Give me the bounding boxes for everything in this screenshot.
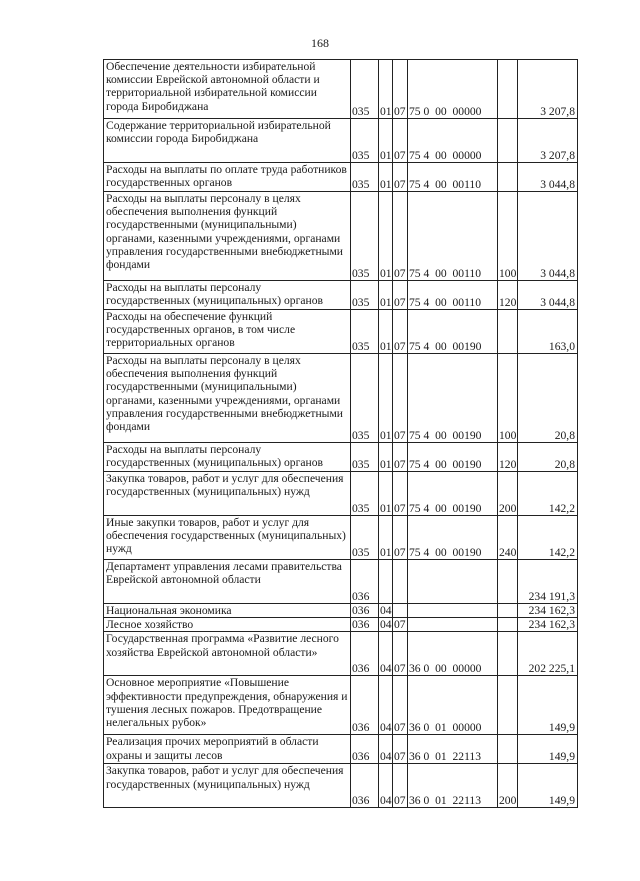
row-name: Государственная программа «Развитие лесного хозяйства Еврейской автономной области» xyxy=(104,632,351,676)
row-amount: 142,2 xyxy=(518,516,578,560)
row-subsection-code: 07 xyxy=(393,735,408,764)
table-row xyxy=(104,310,578,354)
row-name: Департамент управления лесами правительства Еврейской автономной области xyxy=(104,560,351,604)
row-name: Содержание территориальной избирательной комиссии города Биробиджана xyxy=(104,119,351,163)
row-expense-type-code xyxy=(498,604,518,618)
row-ministry-code: 035 xyxy=(351,472,379,516)
row-section-code: 01 xyxy=(379,163,393,192)
row-name: Иные закупки товаров, работ и услуг для обеспечения государственных (муниципальных) нужд xyxy=(104,516,351,560)
row-name: Расходы на выплаты персоналу государственных (муниципальных) органов xyxy=(104,443,351,472)
row-target-code: 36 0 00 00000 xyxy=(408,632,498,676)
row-amount: 202 225,1 xyxy=(518,632,578,676)
row-section-code: 04 xyxy=(379,764,393,808)
row-subsection-code: 07 xyxy=(393,676,408,735)
row-name: Расходы на выплаты персоналу в целях обеспечения выполнения функций государственными (муниципальными) органами, казенными учреждениями, органами управления государственными внебюджетными фондами xyxy=(104,192,351,281)
row-section-code: 04 xyxy=(379,735,393,764)
row-expense-type-code: 100 xyxy=(498,192,518,281)
row-ministry-code: 036 xyxy=(351,560,379,604)
row-target-code xyxy=(408,604,498,618)
row-section-code: 01 xyxy=(379,119,393,163)
row-name: Закупка товаров, работ и услуг для обеспечения государственных (муниципальных) нужд xyxy=(104,472,351,516)
row-subsection-code xyxy=(393,560,408,604)
row-expense-type-code xyxy=(498,735,518,764)
row-ministry-code: 035 xyxy=(351,354,379,443)
page-number: 168 xyxy=(311,36,329,50)
row-section-code: 01 xyxy=(379,192,393,281)
row-target-code: 75 4 00 00190 xyxy=(408,310,498,354)
row-target-code: 75 4 00 00190 xyxy=(408,354,498,443)
row-section-code: 01 xyxy=(379,516,393,560)
row-ministry-code: 035 xyxy=(351,60,379,119)
table-row xyxy=(104,281,578,310)
row-name: Основное мероприятие «Повышение эффективности предупреждения, обнаружения и тушения лесных пожаров. Предотвращение нелегальных рубок» xyxy=(104,676,351,735)
table-row xyxy=(104,764,578,808)
row-expense-type-code: 200 xyxy=(498,764,518,808)
row-name: Национальная экономика xyxy=(104,604,351,618)
row-amount: 3 207,8 xyxy=(518,60,578,119)
row-ministry-code: 035 xyxy=(351,281,379,310)
row-subsection-code: 07 xyxy=(393,443,408,472)
row-subsection-code: 07 xyxy=(393,192,408,281)
table-row xyxy=(104,472,578,516)
row-section-code: 04 xyxy=(379,676,393,735)
row-target-code: 75 4 00 00000 xyxy=(408,119,498,163)
row-target-code xyxy=(408,618,498,632)
row-expense-type-code xyxy=(498,119,518,163)
row-ministry-code: 036 xyxy=(351,764,379,808)
table-body xyxy=(104,60,578,808)
table-row xyxy=(104,560,578,604)
row-target-code: 75 4 00 00190 xyxy=(408,472,498,516)
row-amount: 3 207,8 xyxy=(518,119,578,163)
row-section-code: 01 xyxy=(379,310,393,354)
row-target-code: 75 4 00 00110 xyxy=(408,192,498,281)
row-name: Расходы на выплаты персоналу государственных (муниципальных) органов xyxy=(104,281,351,310)
row-ministry-code: 035 xyxy=(351,443,379,472)
table-row xyxy=(104,192,578,281)
row-section-code: 04 xyxy=(380,604,392,617)
row-section-code: 01 xyxy=(379,281,393,310)
row-expense-type-code xyxy=(498,560,518,604)
row-name: Лесное хозяйство xyxy=(104,618,351,632)
row-subsection-code: 07 xyxy=(393,632,408,676)
row-target-code: 75 0 00 00000 xyxy=(408,60,498,119)
row-amount: 3 044,8 xyxy=(518,192,578,281)
row-section-code: 01 xyxy=(379,472,393,516)
row-section-code: 01 xyxy=(379,354,393,443)
row-ministry-code: 036 xyxy=(351,735,379,764)
row-ministry-code: 036 xyxy=(351,604,379,618)
row-name: Обеспечение деятельности избирательной комиссии Еврейской автономной области и территориальной избирательной комиссии города Биробиджана xyxy=(104,60,351,119)
row-subsection-code: 07 xyxy=(393,310,408,354)
row-expense-type-code xyxy=(498,632,518,676)
row-expense-type-code: 200 xyxy=(498,472,518,516)
row-subsection-code: 07 xyxy=(393,281,408,310)
row-subsection-code: 07 xyxy=(393,516,408,560)
table-row xyxy=(104,516,578,560)
row-subsection-code: 07 xyxy=(393,764,408,808)
row-expense-type-code: 100 xyxy=(498,354,518,443)
row-amount: 149,9 xyxy=(518,676,578,735)
row-ministry-code: 036 xyxy=(351,618,379,632)
table-row xyxy=(104,676,578,735)
row-amount: 163,0 xyxy=(518,310,578,354)
row-subsection-code xyxy=(393,604,408,618)
row-subsection-code: 07 xyxy=(393,163,408,192)
row-amount: 234 162,3 xyxy=(518,604,578,618)
row-ministry-code: 035 xyxy=(351,310,379,354)
table-row xyxy=(104,632,578,676)
row-name: Закупка товаров, работ и услуг для обеспечения государственных (муниципальных) нужд xyxy=(104,764,351,808)
row-expense-type-code: 120 xyxy=(498,281,518,310)
row-name: Реализация прочих мероприятий в области охраны и защиты лесов xyxy=(104,735,351,764)
row-amount: 149,9 xyxy=(518,735,578,764)
table-row xyxy=(104,163,578,192)
row-ministry-code: 035 xyxy=(351,163,379,192)
row-section-code: 04 xyxy=(380,618,392,632)
row-name: Расходы на выплаты персоналу в целях обеспечения выполнения функций государственными (муниципальными) органами, казенными учреждениями, органами управления государственными внебюджетными фондами xyxy=(104,354,351,443)
row-section-code: 01 xyxy=(379,60,393,119)
row-target-code: 36 0 01 22113 xyxy=(408,764,498,808)
budget-table xyxy=(103,59,578,808)
row-expense-type-code: 240 xyxy=(498,516,518,560)
row-amount: 149,9 xyxy=(518,764,578,808)
row-target-code: 75 4 00 00190 xyxy=(408,443,498,472)
row-ministry-code: 035 xyxy=(351,119,379,163)
row-expense-type-code xyxy=(498,310,518,354)
row-target-code: 36 0 01 22113 xyxy=(408,735,498,764)
row-ministry-code: 035 xyxy=(351,516,379,560)
row-expense-type-code: 120 xyxy=(498,443,518,472)
row-section-code: 01 xyxy=(379,443,393,472)
row-subsection-code: 07 xyxy=(394,618,406,632)
row-expense-type-code xyxy=(498,676,518,735)
row-target-code: 75 4 00 00110 xyxy=(408,163,498,192)
row-expense-type-code xyxy=(498,618,518,632)
row-subsection-code: 07 xyxy=(393,119,408,163)
row-section-code xyxy=(379,560,393,604)
table-row xyxy=(104,354,578,443)
table-row xyxy=(104,618,578,632)
row-ministry-code: 036 xyxy=(351,632,379,676)
row-amount: 234 191,3 xyxy=(518,560,578,604)
table-row xyxy=(104,119,578,163)
table-row xyxy=(104,60,578,119)
row-target-code: 75 4 00 00110 xyxy=(408,281,498,310)
row-subsection-code: 07 xyxy=(393,60,408,119)
row-expense-type-code xyxy=(498,60,518,119)
row-target-code: 36 0 01 00000 xyxy=(408,676,498,735)
row-expense-type-code xyxy=(498,163,518,192)
row-target-code: 75 4 00 00190 xyxy=(408,516,498,560)
row-amount: 3 044,8 xyxy=(518,163,578,192)
row-ministry-code: 035 xyxy=(351,192,379,281)
row-name: Расходы на обеспечение функций государственных органов, в том числе территориальных органов xyxy=(104,310,351,354)
row-ministry-code: 036 xyxy=(351,676,379,735)
row-amount: 20,8 xyxy=(518,354,578,443)
row-amount: 3 044,8 xyxy=(518,281,578,310)
table-row xyxy=(104,443,578,472)
row-name: Расходы на выплаты по оплате труда работников государственных органов xyxy=(104,163,351,192)
row-subsection-code: 07 xyxy=(393,472,408,516)
row-amount: 20,8 xyxy=(518,443,578,472)
table-row xyxy=(104,735,578,764)
row-subsection-code: 07 xyxy=(393,354,408,443)
row-section-code: 04 xyxy=(379,632,393,676)
row-amount: 142,2 xyxy=(518,472,578,516)
table-row xyxy=(104,604,578,618)
row-amount: 234 162,3 xyxy=(518,618,578,632)
row-target-code xyxy=(408,560,498,604)
